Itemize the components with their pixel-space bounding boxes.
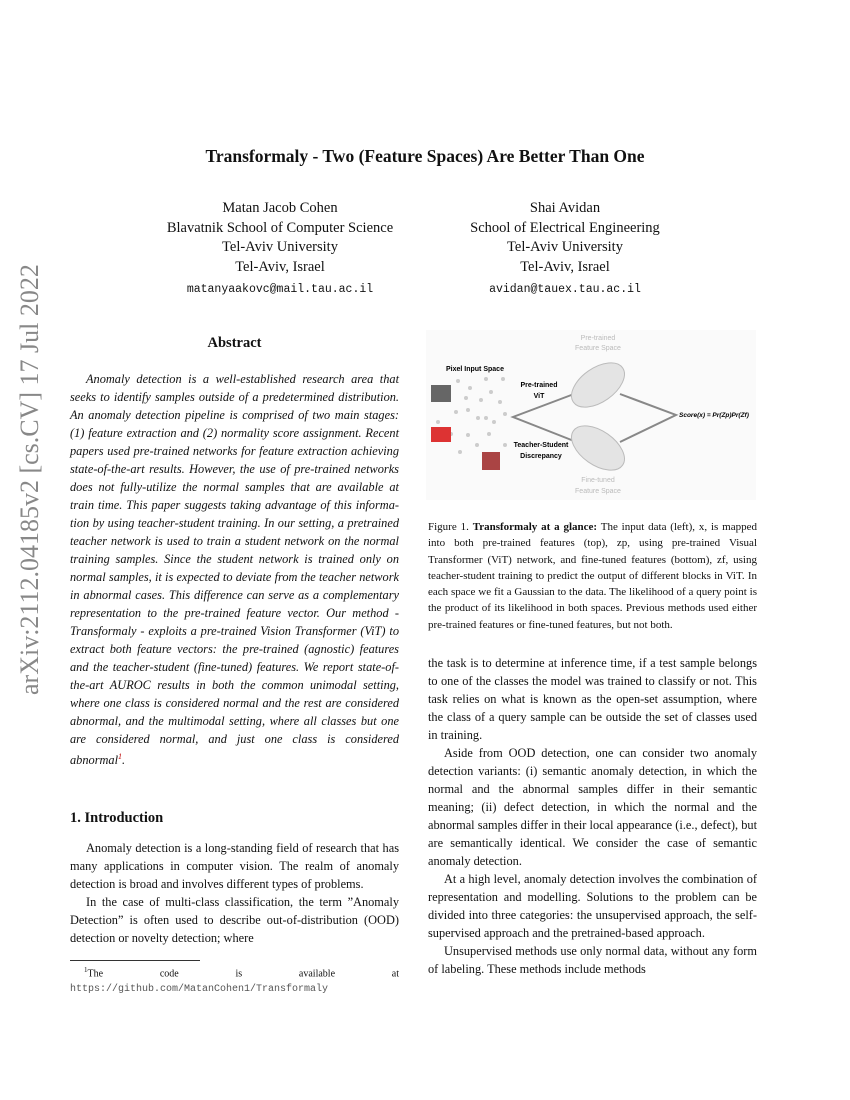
- svg-text:Pre-trained: Pre-trained: [580, 335, 616, 342]
- intro-heading: 1. Introduction: [70, 810, 164, 827]
- car-image-red: [431, 427, 451, 442]
- svg-text:ViT: ViT: [533, 393, 545, 400]
- body-paragraph: Aside from OOD detection, one can consider two anomaly detection variants: (i) semantic anomaly detection, in which the normal and the abnormal samples differ in their semantic meaning; (ii) defect detection, in which the normal and the abnormal samples differ in their local appearance (i.e., defect), but are semantically identical. We consider the case of semantic anomaly detection.: [428, 746, 757, 868]
- car-image-gray: [431, 385, 451, 402]
- svg-text:Fine-tuned: Fine-tuned: [581, 477, 615, 484]
- svg-text:Discrepancy: Discrepancy: [520, 453, 562, 460]
- author-affiliation: Tel-Aviv University: [222, 239, 338, 256]
- author-affiliation: Tel-Aviv, Israel: [235, 258, 325, 275]
- footnote: $^1$The code is available at https://github.com/MatanCohen1/Transformaly: [70, 966, 399, 995]
- author-name: Shai Avidan: [529, 200, 601, 216]
- author-email[interactable]: matanyaakovc@mail.tau.ac.il: [186, 283, 374, 297]
- abstract-text: Anomaly detection is a well-established research area that seeks to identify samples outside of a predetermined distribution. An anomaly detection pipeline is comprised of two main stages: (1) feature extraction and (2) normality score assignment. Recent papers used pre-trained networks for feature extraction achieving state-of-the-art results. However, the use of pre-trained networks does not fully-utilize the normal samples that are available at train time. This paper suggests taking advantage of this information by using teacher-student training. In our setting, a pretrained teacher network is used to train a student network on the normal training samples. Since the student network is trained only on normal samples, it is expected to deviate from the teacher network in abnormal cases. This difference can serve as a complementary representation to the pre-trained feature vector. Our method - Transformaly - exploits a pre-trained Vision Transformer (ViT) to extract both feature vectors: the pre-trained (agnostic) features and the teacher-student (fine-tuned) features. We report state-of-the-art AUROC results in both the common unimodal setting, where one class is considered normal and the rest are considered abnormal, and the multimodal setting, where all classes but one are considered normal, and just one class is considered abnormal$^1$.: [70, 372, 399, 768]
- footnote-divider: [70, 960, 200, 961]
- intro-paragraph: Anomaly detection is a long-standing field of research that has many applications in computer vision. The realm of anomaly detection is broad and involves different types of problems.: [70, 841, 399, 892]
- car-image-dark: [482, 452, 500, 470]
- svg-text:Score(x) = Pr(Zp)Pr(Zf): Score(x) = Pr(Zp)Pr(Zf): [679, 412, 749, 419]
- arxiv-side-label: arXiv:2112.04185v2 [cs.CV] 17 Jul 2022: [15, 264, 44, 695]
- author-email[interactable]: avidan@tauex.tau.ac.il: [489, 283, 641, 297]
- svg-text:Feature Space: Feature Space: [575, 345, 621, 352]
- body-paragraph: At a high level, anomaly detection involves the combination of representation and modelling. Solutions to the problem can be divided into three categories: the unsupervised approach, the self-supervised approach and the pretrained-based approach.: [428, 872, 757, 940]
- figure-1: [426, 330, 786, 500]
- body-paragraph: Unsupervised methods use only normal data, without any form of labeling. These methods include methods: [428, 944, 757, 976]
- svg-text:Pre-trained: Pre-trained: [520, 382, 558, 389]
- right-column: [428, 654, 757, 978]
- figure-caption: Figure 1. Transformaly at a glance: The input data (left), x, is mapped into both pre-trained features (top), zp, using pre-trained Visual Transformer (ViT) network, and fine-tuned features (bottom), zf, using teacher-student training to predict the output of different blocks in ViT. In each space we fit a Gaussian to the data. The likelihood of a query point is the product of its likelihood in both spaces. Previous methods used either pre-trained features or fine-tuned features, but not both.: [428, 521, 757, 631]
- author-name: Matan Jacob Cohen: [222, 200, 338, 216]
- svg-text:Teacher-Student: Teacher-Student: [513, 442, 569, 449]
- paper-title: Transformaly - Two (Feature Spaces) Are Better Than One: [205, 146, 645, 166]
- author-block-1: [130, 199, 430, 300]
- abstract-heading: Abstract: [207, 335, 262, 351]
- body-paragraph: the task is to determine at inference time, if a test sample belongs to one of the classes the model was trained to classify or not. This task relies on what is known as the open-set assumption, where the class of a query sample can be outside the set of classes used in training.: [428, 656, 757, 742]
- author-affiliation: Blavatnik School of Computer Science: [166, 219, 394, 236]
- author-affiliation: School of Electrical Engineering: [470, 219, 660, 236]
- footnote-link[interactable]: https://github.com/MatanCohen1/Transformaly: [70, 983, 329, 995]
- author-block-2: [415, 199, 715, 300]
- author-affiliation: Tel-Aviv, Israel: [520, 258, 610, 275]
- footnote-ref[interactable]: 1: [118, 752, 123, 761]
- author-affiliation: Tel-Aviv University: [507, 239, 623, 256]
- svg-text:Pixel Input Space: Pixel Input Space: [446, 366, 504, 373]
- intro-paragraph: In the case of multi-class classification, the term ”Anomaly Detection” is often used to describe out-of-distribution (OOD) detection or novelty detection; where: [70, 895, 399, 946]
- svg-text:Feature Space: Feature Space: [575, 488, 621, 495]
- left-column: [70, 334, 399, 947]
